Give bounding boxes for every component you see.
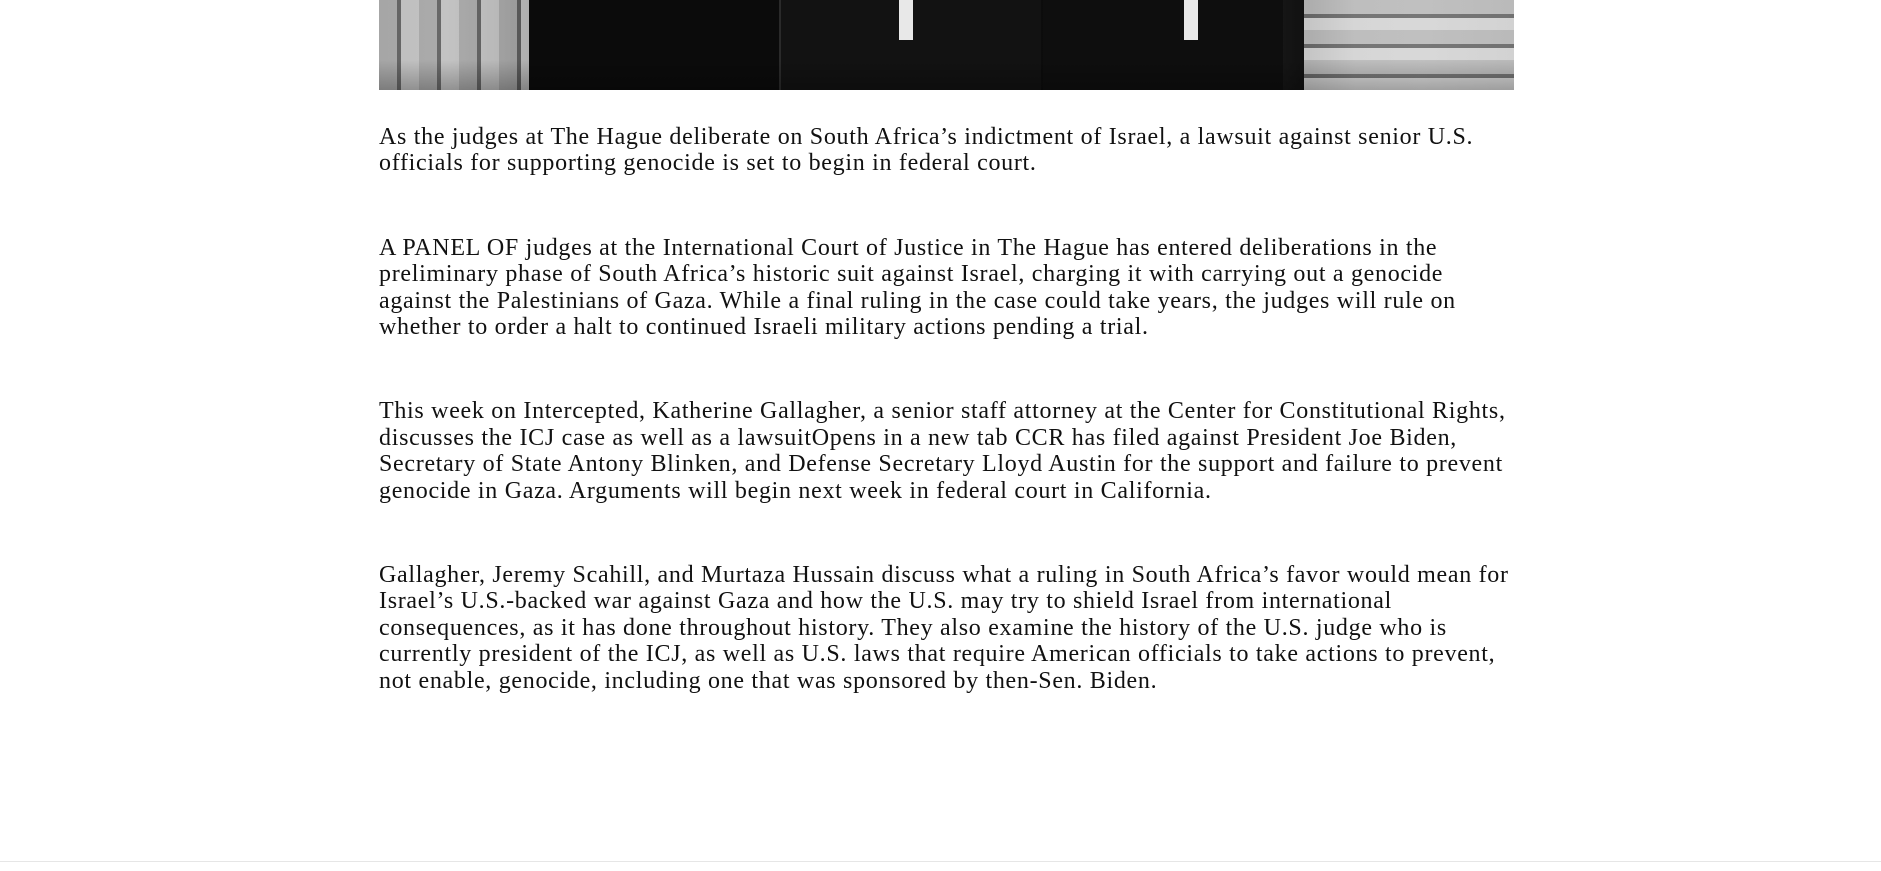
- paragraph-text: This week on Intercepted, Katherine Gallagher, a senior staff attorney at the Center for Constitutional Rights, discusses the ICJ case as well as a: [379, 398, 1506, 451]
- article-paragraph: A PANEL OF judges at the International Court of Justice in The Hague has entered deliberations in the preliminary phase of South Africa’s historic suit against Israel, charging it with carrying out a genocide against the Palestinians of Gaza. While a final ruling in the case could take years, the judges will rule on whether to order a halt to continued Israeli military actions pending a trial.: [379, 234, 1456, 341]
- paragraph-text: CCR has filed against President Joe Biden, Secretary of State Antony Blinken, and Defense Secretary Lloyd Austin for the support and failure to prevent genocide in Gaza. Arguments will begin next week in federal court in California.: [379, 424, 1503, 504]
- hero-photo-shirt-collar: [1184, 0, 1198, 40]
- lawsuit-link[interactable]: [737, 425, 1008, 451]
- article-paragraph: Gallagher, Jeremy Scahill, and Murtaza Hussain discuss what a ruling in South Africa’s favor would mean for Israel’s U.S.-backed war against Gaza and how the U.S. may try to shield Israel from international consequences, as it has done throughout history. They also examine the history of the U.S. judge who is currently president of the ICJ, as well as U.S. laws that require American officials to take actions to prevent, not enable, genocide, including one that was sponsored by then-Sen. Biden.: [379, 562, 1509, 694]
- hero-photo: [379, 0, 1514, 90]
- opens-new-tab-note[interactable]: Opens in a new tab: [811, 424, 1009, 451]
- article-body: [379, 124, 1519, 694]
- article-paragraph: [379, 398, 1519, 504]
- page-bottom-divider: [0, 861, 1881, 862]
- hero-photo-shade: [379, 60, 1514, 90]
- article-dek: As the judges at The Hague deliberate on South Africa’s indictment of Israel, a lawsuit against senior U.S. officials for supporting genocide is set to begin in federal court.: [379, 124, 1474, 177]
- lawsuit-link-text[interactable]: lawsuit: [737, 424, 812, 451]
- hero-photo-shirt-collar: [899, 0, 913, 40]
